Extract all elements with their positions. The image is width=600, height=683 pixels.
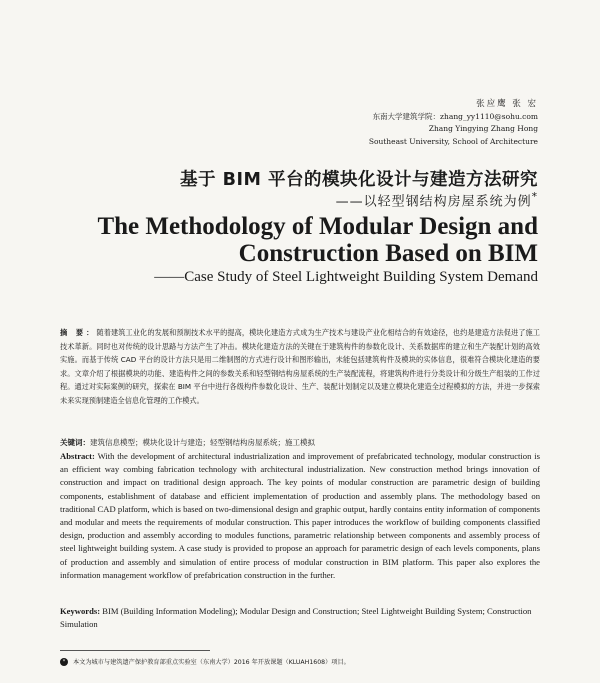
title-en-line1: The Methodology of Modular Design and xyxy=(97,213,538,240)
subtitle-cn-text: ——以轻型钢结构房屋系统为例 xyxy=(335,194,532,210)
abstract-cn-label: 摘 要： xyxy=(60,328,97,337)
keywords-en xyxy=(60,605,540,631)
footnote-ref-mark: * xyxy=(531,190,538,203)
abstract-en-label: Abstract: xyxy=(60,451,95,461)
footnote xyxy=(60,658,540,668)
subtitle-cn xyxy=(336,190,538,209)
keywords-en-label: Keywords: xyxy=(60,606,101,616)
keywords-cn-text: 建筑信息模型；模块化设计与建造；轻型钢结构房屋系统；施工模拟 xyxy=(90,438,315,447)
footnote-divider xyxy=(60,650,210,651)
abstract-cn xyxy=(60,326,540,407)
author-names-cn: 张应鹰 张 宏 xyxy=(476,99,538,109)
abstract-en xyxy=(60,450,540,582)
keywords-en-text: BIM (Building Information Modeling); Modular Design and Construction; Steel Lightweight Building System; Construction Simulation xyxy=(60,606,532,629)
keywords-cn xyxy=(60,436,540,449)
author-affiliation-en: Southeast University, School of Architecture xyxy=(368,136,538,146)
abstract-en-text: With the development of architectural industrialization and improvement of prefabricated technology, modular construction is an efficient way combing fabrication technology with architectural industrialization. New construction method brings innovation of construction and impact on traditional design approach. The key points of modular construction are parametric design of building components, establishment of database and efficient implementation of production and assembly plans. The methodology based on traditional CAD platform, which is based on two-dimensional design and graphic output, hardly contains entity information of components and modular and meets the requirements of modular construction. This paper introduces the workflow of building components classified design, production and assembly according to modules functions, parametric relationship between components and assembly process of steel lightweight building system. A case study is provided to propose an approach for parametric design of each levels components, plans of production and assembly and simulation of entire process of modular construction in BIM platform. This paper also explores the information management workflow of prefabrication construction in the further. xyxy=(60,451,540,580)
author-names-en: Zhang Yingying Zhang Hong xyxy=(428,124,538,133)
author-affiliation-cn: 东南大学建筑学院：zhang_yy1110@sohu.com xyxy=(372,111,538,121)
keywords-cn-label: 关键词： xyxy=(60,438,90,447)
author-block xyxy=(369,98,538,148)
abstract-cn-text: 随着建筑工业化的发展和预制技术水平的提高，模块化建造方式成为生产技术与建设产业化相结合的有效途径，也约是建造方法促进了施工技术革新。同时也对传统的设计思路与方法产生了冲击。模块化建造方法的关键在于建筑构件的参数化设计、关系数据库的建立和生产装配计划的高效实施。而基于传统 CAD 平台的设计方法只是用二维制图的方式进行设计和图形输出，未能包括建筑构件及模块的实体信息，很难符合模块化建造的要求。文章介绍了根据模块的功能、建造构件之间的参数关系和轻型钢结构房屋系统的生产装配流程，将建筑构件进行分类设计和分级生产组装的工作过程。通过对实际案例的研究，探索在 BIM 平台中进行各级构件参数化设计、生产、装配计划制定以及建立模块化建造全过程模拟的方法，并进一步探索未来实现预制建造全信息化管理的工作模式。 xyxy=(60,328,540,405)
footnote-text: 本文为城市与建筑遗产保护教育部重点实验室（东南大学）2016 年开放课题（KLUAH1608）项目。 xyxy=(73,659,350,666)
subtitle-en: ——Case Study of Steel Lightweight Building System Demand xyxy=(154,269,538,285)
title-cn: 基于 BIM 平台的模块化设计与建造方法研究 xyxy=(180,170,538,190)
footnote-mark: * xyxy=(60,658,68,666)
title-en-line2: Construction Based on BIM xyxy=(238,240,538,267)
